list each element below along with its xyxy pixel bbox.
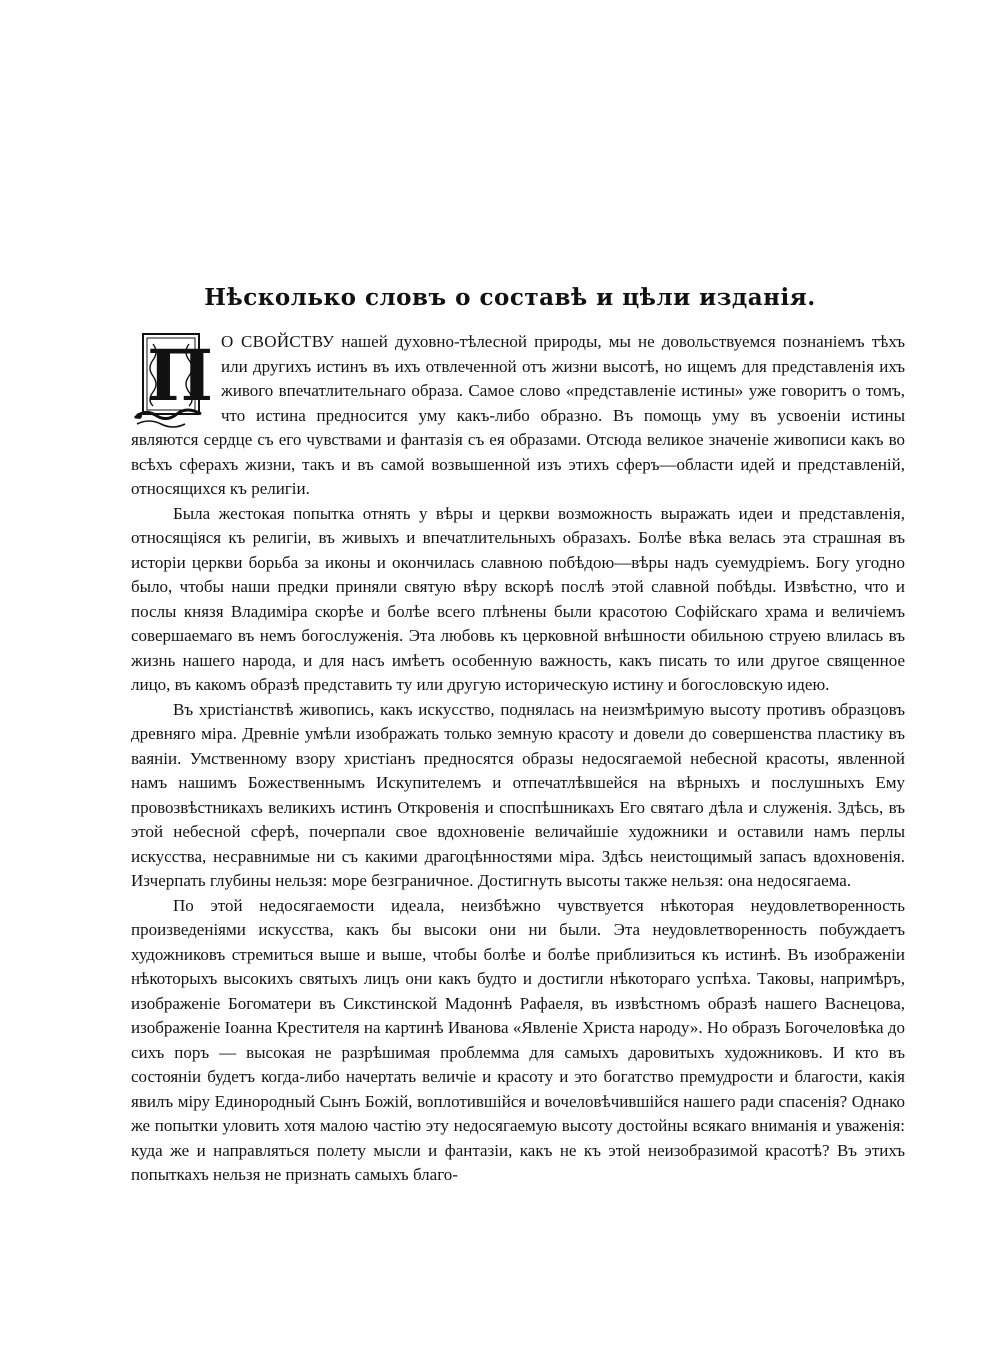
paragraph-4: По этой недосягаемости идеала, неизбѣжно чувствуется нѣкоторая неудовлетворенность произведеніями искусства, какъ бы высоки они ни были. Эта неудовлетворенность побуждаетъ художниковъ стремиться выше и выше, чтобы болѣе и болѣе приблизиться къ истинѣ. Въ изображеніи нѣкоторыхъ высокихъ святыхъ лицъ они какъ будто и достигли нѣкотораго успѣха. Таковы, напримѣръ, изображеніе Богоматери въ Сикстинской Мадоннѣ Рафаеля, въ извѣстномъ образѣ нашего Васнецова, изображеніе Іоанна Крестителя на картинѣ Иванова «Явленіе Христа народу». Но образъ Богочеловѣка до сихъ поръ — высокая не разрѣшимая проблемма для самыхъ даровитыхъ художниковъ. И кто въ состояніи будетъ когда-либо начертать величіе и красоту и это богатство премудрости и благости, какія явилъ міру Единородный Сынъ Божій, воплотившійся и вочеловѣчившійся нашего ради спасенія? Однако же попытки уловить хотя малою частію эту недосягаемую высоту достойны всякаго вниманія и уваженія: куда же и направляться полету мысли и фантазіи, какъ не къ этой неизобразимой красотѣ? Въ этихъ попыткахъ нельзя не признать самыхъ благо- [131, 895, 905, 1184]
drop-cap-letter: П [147, 334, 214, 417]
article-body [131, 330, 905, 1188]
page-title: Нѣсколько словъ о составѣ и цѣли изданія. [204, 284, 816, 311]
lead-capitals: О СВОЙСТВУ [221, 332, 335, 351]
paragraph-2: Была жестокая попытка отнять у вѣры и церкви возможность выражать идеи и представленія, относящіяся къ религіи, въ живыхъ и впечатлительныхъ образахъ. Болѣе вѣка велась эта страшная въ исторіи церкви борьба за иконы и окончилась славною побѣдою—вѣры надъ суемудріемъ. Богу угодно было, чтобы наши предки приняли святую вѣру вскорѣ послѣ этой славной побѣды. Извѣстно, что и послы князя Владиміра скорѣе и болѣе всего плѣнены были красотою Софійскаго храма и величіемъ совершаемаго въ немъ богослуженія. Эта любовь къ церковной внѣшности обильною струею влилась въ жизнь нашего народа, и для насъ имѣетъ особенную важность, какъ писать то или другое священное лицо, въ какомъ образѣ представить ту или другую историческую истину и богословскую идею. [131, 503, 905, 694]
paragraph-1 [131, 330, 905, 502]
ornamental-drop-cap [131, 332, 214, 428]
paragraph-3: Въ христіанствѣ живопись, какъ искусство, поднялась на неизмѣримую высоту противъ образцовъ древняго міра. Древніе умѣли изображать только земную красоту и довели до совершенства пластику въ ваяніи. Умственному взору христіанъ предносятся образы недосягаемой небесной красоты, явленной намъ нашимъ Божественнымъ Искупителемъ и отпечатлѣвшейся на вѣрныхъ и послушныхъ Ему провозвѣстникахъ великихъ истинъ Откровенія и споспѣшникахъ Его святаго дѣла и служенія. Здѣсь, въ этой небесной сферѣ, почерпали свое вдохновеніе величайшіе художники и оставили намъ перлы искусства, несравнимые ни съ какими драгоцѣнностями міра. Здѣсь неистощимый запасъ вдохновенія. Изчерпать глубины нельзя: море безграничное. Достигнуть высоты также нельзя: она недосягаема. [131, 699, 905, 890]
paragraph-1-text: нашей духовно-тѣлесной природы, мы не довольствуемся познаніемъ тѣхъ или другихъ истинъ въ ихъ отвлеченной отъ жизни высотѣ, но ищемъ для представленія ихъ живого впечатлительнаго образа. Самое слово «представленіе истины» уже говоритъ о томъ, что истина предносится уму какъ-либо образно. Въ помощь уму въ усвоеніи истины являются сердце съ его чувствами и фантазія съ ея образами. Отсюда великое значеніе живописи какъ во всѣхъ сферахъ жизни, такъ и въ самой возвышенной изъ этихъ сферъ—области идей и представленій, относящихся къ религіи. [131, 332, 905, 498]
